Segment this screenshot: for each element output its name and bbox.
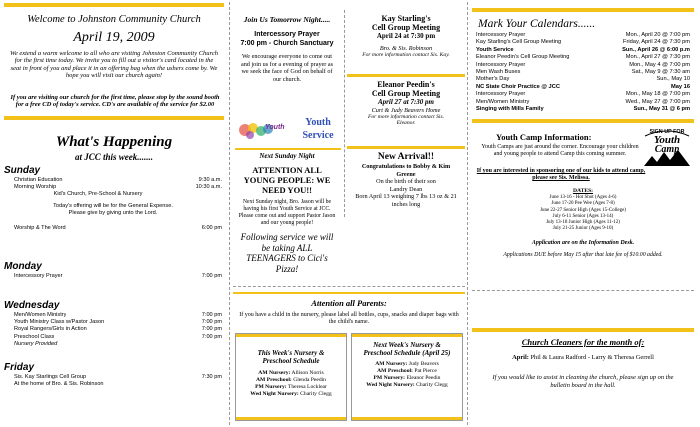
nursery-provided: Nursery Provided [14,340,58,347]
arrival-title: New Arrival!! [377,152,435,162]
welcome-message: We extend a warm welcome to all who are visiting Johnston Community Church for the first time today. We invite you to fill out a visitor's card located in the seat in front of you and place it in an offering bag when the ushers come by. We hope you will visit our church again! [10,50,218,80]
camp-apps: Application are on the Information Desk. [531,240,635,246]
offering-1: Today's offering will be for the General Expense. [53,202,173,209]
schedule-row: Intercessory Prayer 7:00 pm [14,273,222,279]
eleanor-title-2: Cell Group Meeting [371,89,441,98]
arrival-congrats: Congratulations to Bobby & Kim Greene [361,163,451,178]
schedule-row: Worship & The Word 6:00 pm [14,225,222,232]
parents-text: If you have a child in the nursery, please label all bottles, cups, snacks and diaper bags with the child's name. [239,312,459,326]
day-heading: Wednesday [4,300,60,311]
nursery-next-title: Next Week's Nursery & Preschool Schedule (April 25) [363,341,451,358]
cleaners-line [472,354,694,361]
camp-date: June 13-16 - Hot Shot (Ages 4-6) [549,195,617,200]
wednesday-section [4,300,222,348]
kay-hosts: Bro. & Sis. Robinson [379,45,433,52]
nursery-row: PM Nursery: Theresa Locklear [255,384,327,391]
happening-title: What's Happening [55,134,173,150]
youth-when: Next Sunday Night [259,152,315,160]
calendar-item: Men Wash Buses Sat., May 9 @ 7:30 am [476,69,690,76]
cleaners-label: April: [512,354,529,361]
youth-logo [237,120,287,142]
inner-divider [344,10,345,217]
camp-date: July 13-18 Junior High (Ages 11-12) [546,220,620,226]
eleanor-title-1: Eleanor Peedin's [377,80,435,89]
nursery-row: AM Preschool: Glenda Peedin [256,377,326,384]
schedule-row: Sis. Kay Starlings Cell Group 7:30 pm [14,374,222,380]
schedule-row: Christian Education 9:30 a.m. [14,177,222,183]
nursery-this-rows [236,370,346,398]
schedule-row: Youth Ministry Class w/Pastor Jason 7:00 pm [14,319,222,326]
calendar-title: Mark Your Calendars...... [478,18,596,30]
youth-header [235,112,341,146]
join-text: We encourage everyone to come out and join us for a evening of prayer as we seek the face of God on behalf of our church. [240,53,334,83]
kay-title-1: Kay Starling's [381,14,431,23]
camp-text: Youth Camps are just around the corner. Encourage your children and young people to attend Camp this coming summer. [481,144,639,158]
calendar-item: Men/Women Ministry Wed., May 27 @ 7:00 pm [476,98,690,105]
friday-section [4,362,222,388]
calendar-item: Intercessory Prayer Mon., May 4 @ 7:00 pm [476,61,690,68]
schedule-row: Preschool Class 7:00 pm [14,333,222,340]
eleanor-section [347,80,465,127]
gold-bar [472,119,694,123]
nursery-row: Wed Night Nursery: Charity Clegg [250,391,332,398]
youth-text: Next Sunday night, Bro. Jason will be having his first Youth Service at JCC. Please come out and support Pastor Jason and our young people! [238,199,336,226]
day-heading: Sunday [4,165,41,176]
gold-bar [347,146,465,149]
kay-section [347,14,465,58]
gold-bar [472,8,694,12]
dashed-line [472,290,694,291]
join-event: Intercessory Prayer [254,31,320,38]
eleanor-contact: For more information contact Sis. Eleanor. [367,114,445,127]
nursery-this-week [235,333,347,421]
friday-sub: At the home of Bro. & Sis. Robinson [14,381,104,388]
welcome-date: April 19, 2009 [73,30,155,45]
camp-date: June 22-27 Senior High (Ages 15-College) [540,207,626,213]
offering-2: Please give by giving unto the Lord. [68,209,158,216]
youth-attention: ATTENTION ALL YOUNG PEOPLE: WE NEED YOU!! [243,165,331,195]
calendar-item: Mother's Day Sun., May 10 [476,76,690,83]
badge-line-3: Camp [654,144,680,155]
cleaners-names: Phil & Laura Radford - Larry & Theresa Gerrell [530,354,654,361]
happening-subtitle: at JCC this week....... [74,152,153,162]
gold-bar [235,148,341,150]
calendar-item: Intercessory Prayer Mon., April 20 @ 7:00 pm [476,32,690,38]
right-column [472,0,696,427]
calendar-list [476,32,690,113]
youth-camp-badge [642,126,692,168]
arrival-line2: Born April 13 weighing 7 lbs 13 oz & 21 inches long [355,193,457,208]
arrival-line1: On the birth of their son [376,178,436,186]
gold-bar [472,328,694,332]
nursery-row: AM Nursery: Judy Beavers [375,361,439,368]
youth-title: Youth Service [302,117,334,141]
schedule-row: Men/Women Ministry 7:00 pm [14,312,222,318]
calendar-item: Youth Service Sun., April 26 @ 6:00 p.m [476,46,690,53]
nursery-row: Wed Night Nursery: Charity Clegg [366,382,448,389]
middle-column [233,0,465,427]
cleaners-title: Church Cleaners for the month of: [521,337,645,347]
gold-bar [347,74,465,77]
nursery-row: AM Preschool: Pat Pierce [377,368,437,375]
camp-date: July 21-25 Junior (Ages 9-10) [552,226,614,232]
camp-date: July 6-11 Senior (Ages 13-14) [552,213,614,219]
dates-title: DATES: [572,188,594,194]
sunday-sub: Kid's Church, Pre-School & Nursery [53,191,143,198]
join-time: 7:00 pm - Church Sanctuary [240,39,334,47]
gold-bar [4,3,224,7]
kay-date: April 24 at 7:30 pm [376,32,436,40]
nursery-this-title: This Week's Nursery & Preschool Schedule [257,349,325,366]
camp-interest: If you are interested in sponsoring one of our kids to attend camp, please see Sis. Melissa. [476,168,646,182]
gold-bar [4,116,224,120]
schedule-row: Morning Worship 10:30 a.m. [14,184,222,191]
monday-section [4,261,222,280]
cleaners-text: If you would like to assist in cleaning the church, please sign up on the bulletin board in the hall. [492,374,674,389]
day-heading: Friday [4,362,35,373]
calendar-item: Intercessory Prayer Mon., May 18 @ 7:00 pm [476,91,690,98]
schedule-row: Royal Rangers/Girls in Action 7:00 pm [14,326,222,333]
calendar-item: NC State Choir Practice @ JCC May 16 [476,83,690,90]
eleanor-date: April 27 at 7:30 pm [377,98,434,106]
gold-bar [233,292,465,294]
nursery-row: PM Nursery: Eleanor Peedin [373,375,441,382]
column-divider [467,2,468,425]
kay-contact: For more information contact Sis. Kay. [362,52,450,58]
eleanor-place: Curt & Judy Beavers Home [371,107,441,114]
welcome-title: Welcome to Johnston Community Church [27,14,201,25]
arrival-name: Landry Dean [389,185,423,193]
nursery-next-week [351,333,463,421]
kay-title-2: Cell Group Meeting [371,23,441,32]
join-title: Join Us Tomorrow Night..... [243,15,331,24]
calendar-item: Kay Starling's Cell Group Meeting Friday, April 24 @ 7:30 pm [476,39,690,46]
cd-note: If you are visiting our church for the first time, please stop by the sound booth for a free CD of today's service. CD's are available of the service for $2.00 [10,94,220,109]
nursery-row: AM Nursery: Allison Norris [258,370,324,377]
badge-line-2: Youth [653,134,681,146]
youth-body [233,152,341,274]
calendar-item: Singing with Mills Family Sun., May 31 @ 6 pm [476,106,690,113]
calendar-item: Eleanor Peedin's Cell Group Meeting Mon., April 27 @ 7:30 pm [476,54,690,61]
youth-logo-text: Youth [265,124,285,131]
arrival-section [347,152,465,209]
sunday-section [4,165,222,232]
camp-dates [472,195,694,233]
badge-line-1: SIGN UP FOR [649,129,685,135]
left-column [4,0,226,427]
youth-following: Following service we will be taking ALL TEENAGERS to Cici's Pizza! [240,232,334,274]
camp-title: Youth Camp Information: [496,132,592,142]
dashed-line [233,286,465,287]
column-divider [229,2,230,425]
camp-due: Applications DUE before May 15 after that late fee of $10.00 added. [503,252,663,258]
parents-title: Attention all Parents: [311,298,387,308]
day-heading: Monday [4,261,42,272]
join-section [233,15,341,83]
camp-date: June 17-20 Pee Wee (Ages 7-8) [551,201,615,207]
nursery-next-rows [352,361,462,389]
